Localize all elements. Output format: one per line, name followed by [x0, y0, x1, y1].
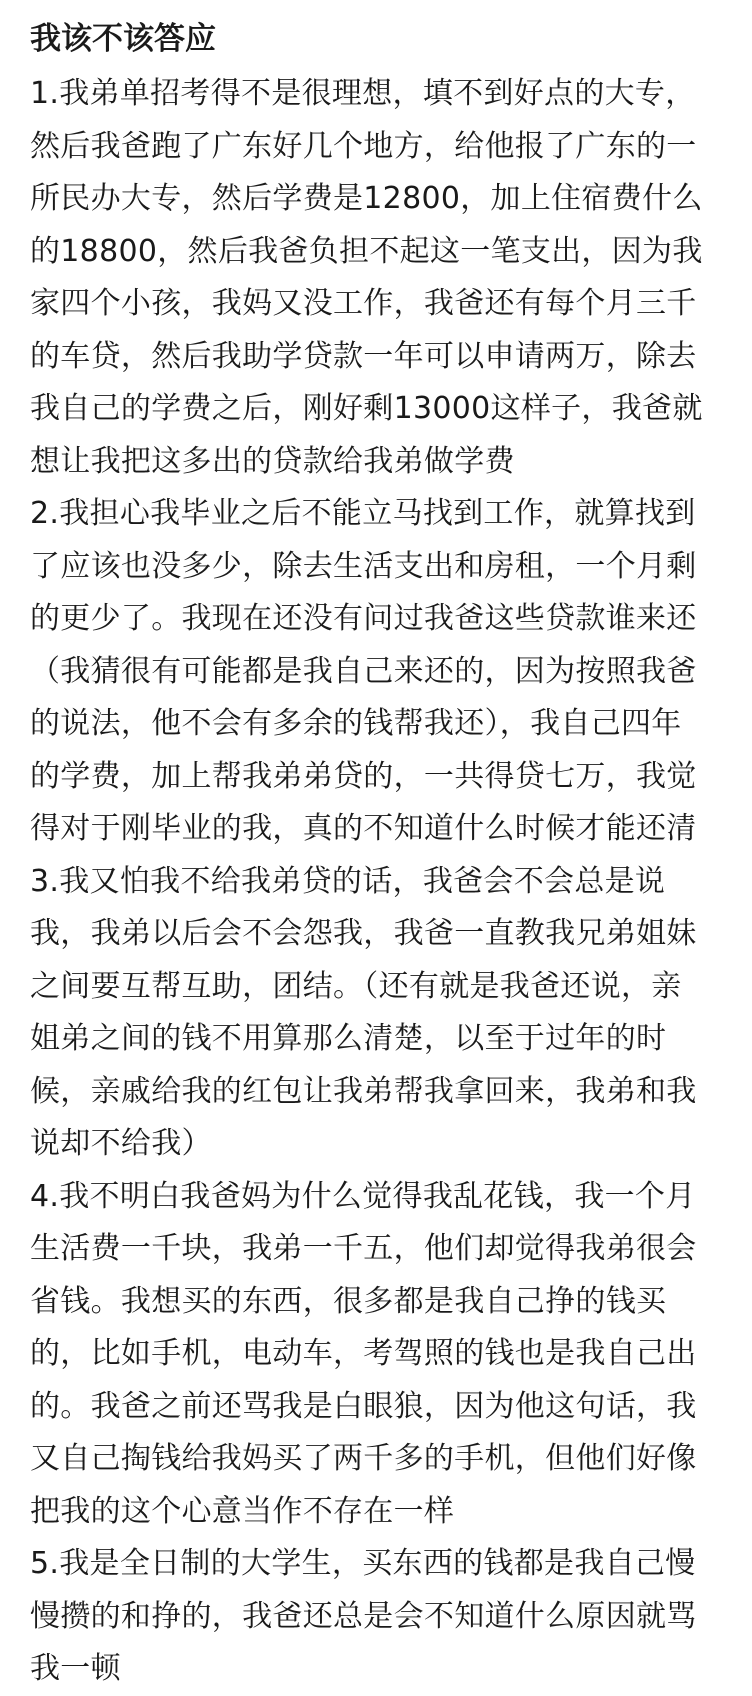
post-paragraph — [30, 1171, 730, 1539]
paragraph-line: 候，亲戚给我的红包让我弟帮我拿回来，我弟和我 — [30, 1073, 697, 1109]
paragraph-line: 姐弟之间的钱不用算那么清楚，以至于过年的时 — [30, 1021, 667, 1056]
paragraph-line: 然后我爸跑了广东好几个地方，给他报了广东的一 — [30, 128, 697, 164]
post-title: 我该不该答应 — [30, 21, 216, 57]
paragraph-line: 生活费一千块，我弟一千五，他们却觉得我弟很会 — [30, 1231, 697, 1266]
post-paragraph — [30, 68, 730, 488]
paragraph-line: 的学费，加上帮我弟弟贷的，一共得贷七万，我觉 — [30, 758, 697, 794]
paragraph-line: （我猜很有可能都是我自己来还的，因为按照我爸 — [30, 653, 697, 689]
paragraph-line: 慢攒的和挣的，我爸还总是会不知道什么原因就骂 — [30, 1598, 697, 1634]
paragraph-line: 想让我把这多出的贷款给我弟做学费 — [30, 443, 515, 479]
post-paragraph — [30, 488, 730, 856]
paragraph-line: 所民办大专，然后学费是12800，加上住宿费什么 — [30, 181, 703, 216]
paragraph-line: 的。我爸之前还骂我是白眼狼，因为他这句话，我 — [30, 1388, 697, 1424]
paragraph-line: 我自己的学费之后，刚好剩13000这样子，我爸就 — [30, 391, 703, 426]
paragraph-line: 把我的这个心意当作不存在一样 — [30, 1493, 455, 1529]
post-paragraph — [30, 1538, 730, 1696]
paragraph-line: 得对于刚毕业的我，真的不知道什么时候才能还清 — [30, 811, 697, 846]
post — [30, 14, 730, 1696]
paragraph-line: 说却不给我） — [30, 1126, 212, 1161]
paragraph-line: 的说法，他不会有多余的钱帮我还），我自己四年 — [30, 706, 682, 741]
paragraph-line: 的更少了。我现在还没有问过我爸这些贷款谁来还 — [30, 601, 697, 636]
paragraph-line: 我，我弟以后会不会怨我，我爸一直教我兄弟姐妹 — [30, 916, 697, 951]
paragraph-line: 的，比如手机，电动车，考驾照的钱也是我自己出 — [30, 1336, 697, 1371]
paragraph-line: 之间要互帮互助，团结。（还有就是我爸还说，亲 — [30, 968, 682, 1004]
paragraph-line: 2.我担心我毕业之后不能立马找到工作，就算找到 — [30, 496, 696, 531]
paragraph-line: 省钱。我想买的东西，很多都是我自己挣的钱买 — [30, 1283, 667, 1319]
paragraph-line: 了应该也没多少，除去生活支出和房租，一个月剩 — [30, 548, 697, 584]
paragraph-line: 1.我弟单招考得不是很理想，填不到好点的大专， — [30, 76, 696, 111]
paragraph-line: 的车贷，然后我助学贷款一年可以申请两万，除去 — [30, 338, 697, 374]
paragraph-line: 家四个小孩，我妈又没工作，我爸还有每个月三千 — [30, 286, 697, 321]
post-paragraph — [30, 856, 730, 1171]
paragraph-line: 的18800，然后我爸负担不起这一笔支出，因为我 — [30, 233, 703, 269]
paragraph-line: 我一顿 — [30, 1651, 121, 1686]
paragraph-line: 5.我是全日制的大学生，买东西的钱都是我自己慢 — [30, 1546, 696, 1581]
paragraph-line: 3.我又怕我不给我弟贷的话，我爸会不会总是说 — [30, 863, 666, 899]
paragraph-line: 又自己掏钱给我妈买了两千多的手机，但他们好像 — [30, 1441, 697, 1476]
post-body — [30, 68, 730, 1696]
paragraph-line: 4.我不明白我爸妈为什么觉得我乱花钱，我一个月 — [30, 1178, 696, 1214]
